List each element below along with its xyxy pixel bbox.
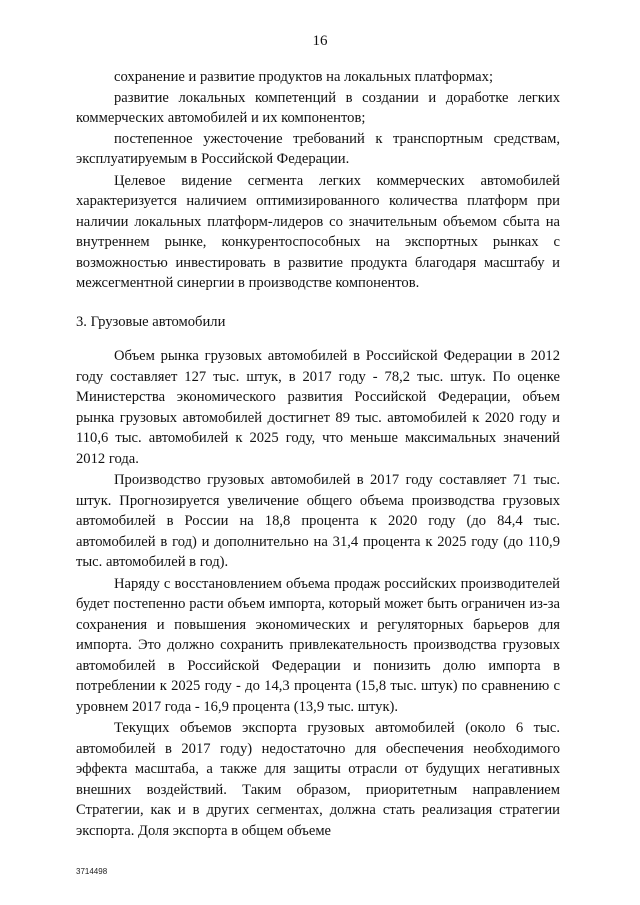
paragraph-target-vision: Целевое видение сегмента легких коммерческих автомобилей характеризуется наличием оптимизированного количества платформ при наличии локальных платформ-лидеров со значительным объемом сбыта на внутреннем рынке, конкурентоспособных на экспортных рынках с возможностью инвестировать в развитие продукта благодаря масштабу и межсегментной синергии в производстве компонентов.: [76, 172, 560, 291]
list-item-local-competencies: развитие локальных компетенций в создании и доработке легких коммерческих автомобилей и их компонентов;: [76, 89, 560, 126]
section-heading: 3. Грузовые автомобили: [76, 313, 226, 330]
page-number: 16: [312, 33, 328, 49]
document-body: [76, 67, 560, 841]
paragraph-imports: Наряду с восстановлением объема продаж российских производителей будет постепенно расти объем импорта, который может быть ограничен из-за сохранения и повышения экономических и регуляторных барьеров для импорта. Это должно сохранить привлекательность производства грузовых автомобилей в Российской Федерации и понизить долю импорта в потреблении к 2025 году - до 14,3 процента (15,8 тыс. штук) по сравнению с уровнем 2017 года - 16,9 процента (13,9 тыс. штук).: [76, 575, 560, 715]
paragraph-market-volume: Объем рынка грузовых автомобилей в Российской Федерации в 2012 году составляет 127 тыс. штук, в 2017 году - 78,2 тыс. штук. По оценке Министерства экономического развития Российской Федерации, объем рынка грузовых автомобилей достигнет 89 тыс. автомобилей к 2020 году и 110,6 тыс. автомобилей к 2025 году, что меньше максимальных значений 2012 года.: [76, 348, 560, 467]
paragraph-exports: Текущих объемов экспорта грузовых автомобилей (около 6 тыс. автомобилей в 2017 году) недостаточно для обеспечения необходимого эффекта масштаба, а также для защиты отрасли от будущих негативных внешних воздействий. Таким образом, приоритетным направлением Стратегии, как и в других сегментах, должна стать реализация стратегии экспорта. Доля экспорта в общем объеме: [76, 720, 560, 839]
paragraph-production: Производство грузовых автомобилей в 2017 году составляет 71 тыс. штук. Прогнозируется увеличение общего объема производства грузовых автомобилей в России на 18,8 процента к 2020 году (до 84,4 тыс. автомобилей в год) и дополнительно на 31,4 процента к 2025 году (до 110,9 тыс. автомобилей в год).: [76, 472, 560, 570]
list-item-local-platforms: сохранение и развитие продуктов на локальных платформах;: [114, 69, 494, 85]
document-code: 3714498: [76, 867, 108, 876]
list-item-requirements: постепенное ужесточение требований к транспортным средствам, эксплуатируемым в Российской Федерации.: [76, 130, 560, 167]
